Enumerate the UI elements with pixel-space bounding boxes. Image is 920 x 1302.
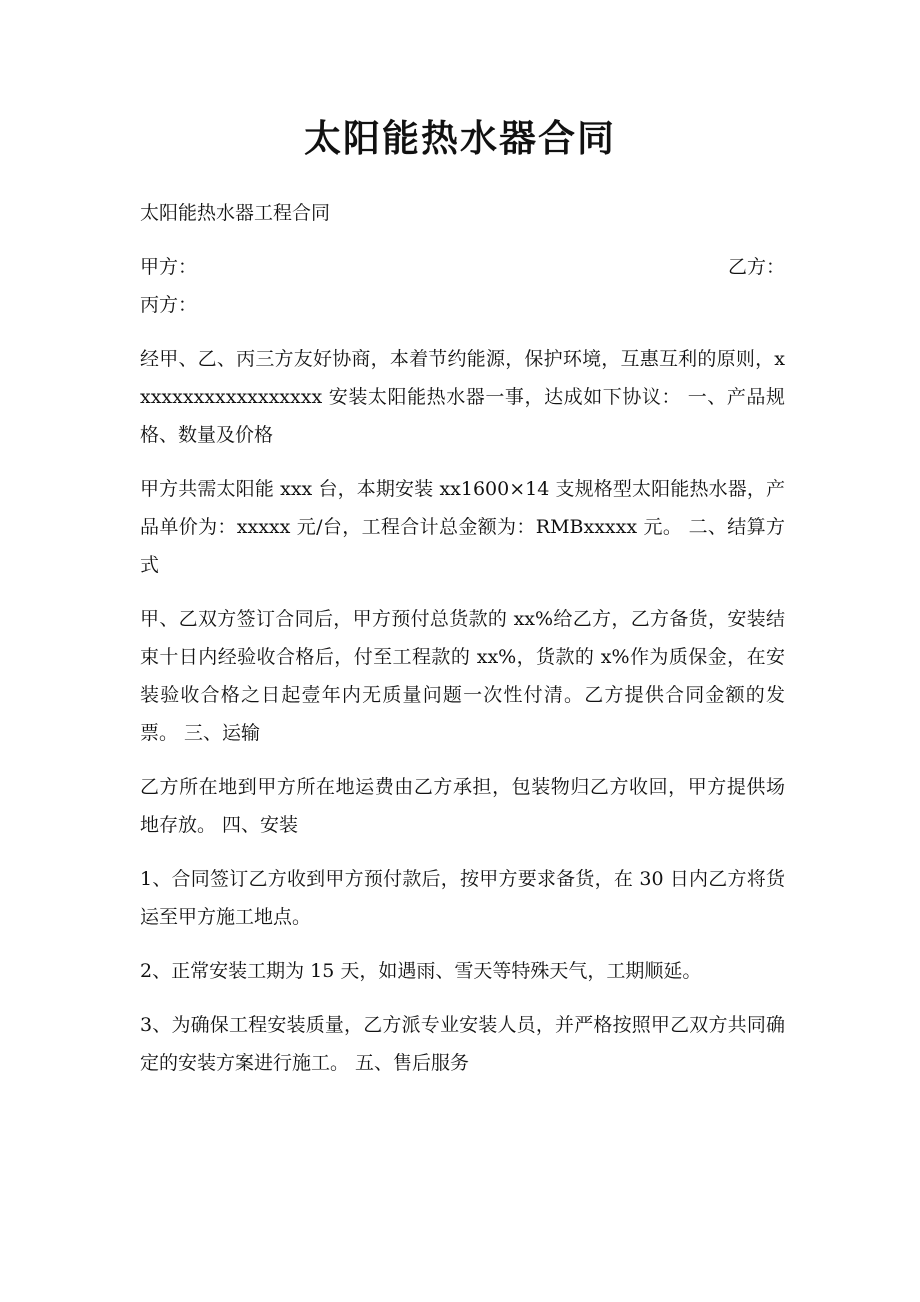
party-c-label: 丙方： (140, 294, 198, 316)
paragraph-quantity-price: 甲方共需太阳能 xxx 台，本期安装 xx1600×14 支规格型太阳能热水器，产品单价为：xxxxx 元/台，工程合计总金额为：RMBxxxxx 元。 二、结算方式 (140, 478, 785, 576)
party-a-label: 甲方： (140, 256, 198, 278)
parties-block (140, 248, 785, 324)
party-b-label: 乙方： (727, 256, 785, 278)
paragraph-install-3: 3、为确保工程安装质量，乙方派专业安装人员，并严格按照甲乙双方共同确定的安装方案进行施工。 五、售后服务 (140, 1014, 785, 1074)
paragraph-intro: 经甲、乙、丙三方友好协商，本着节约能源，保护环境，互惠互利的原则，xxxxxxxxxxxxxxxxxx 安装太阳能热水器一事，达成如下协议： 一、产品规格、数量及价格 (140, 348, 785, 446)
paragraph-settlement: 甲、乙双方签订合同后，甲方预付总货款的 xx%给乙方，乙方备货，安装结束十日内经验收合格后，付至工程款的 xx%，货款的 x%作为质保金，在安装验收合格之日起壹年内无质量问题一次性付清。乙方提供合同金额的发票。 三、运输 (140, 608, 785, 744)
parties-row (140, 248, 785, 286)
paragraph-transport: 乙方所在地到甲方所在地运费由乙方承担，包装物归乙方收回，甲方提供场地存放。 四、安装 (140, 776, 785, 836)
paragraph-install-2: 2、正常安装工期为 15 天，如遇雨、雪天等特殊天气，工期顺延。 (140, 960, 702, 982)
document-body (140, 194, 785, 1098)
parties-row-2 (140, 286, 785, 324)
paragraph-install-1: 1、合同签订乙方收到甲方预付款后，按甲方要求备货，在 30 日内乙方将货运至甲方施工地点。 (140, 868, 785, 928)
document-subtitle: 太阳能热水器工程合同 (140, 202, 331, 224)
document-title: 太阳能热水器合同 (304, 116, 616, 160)
